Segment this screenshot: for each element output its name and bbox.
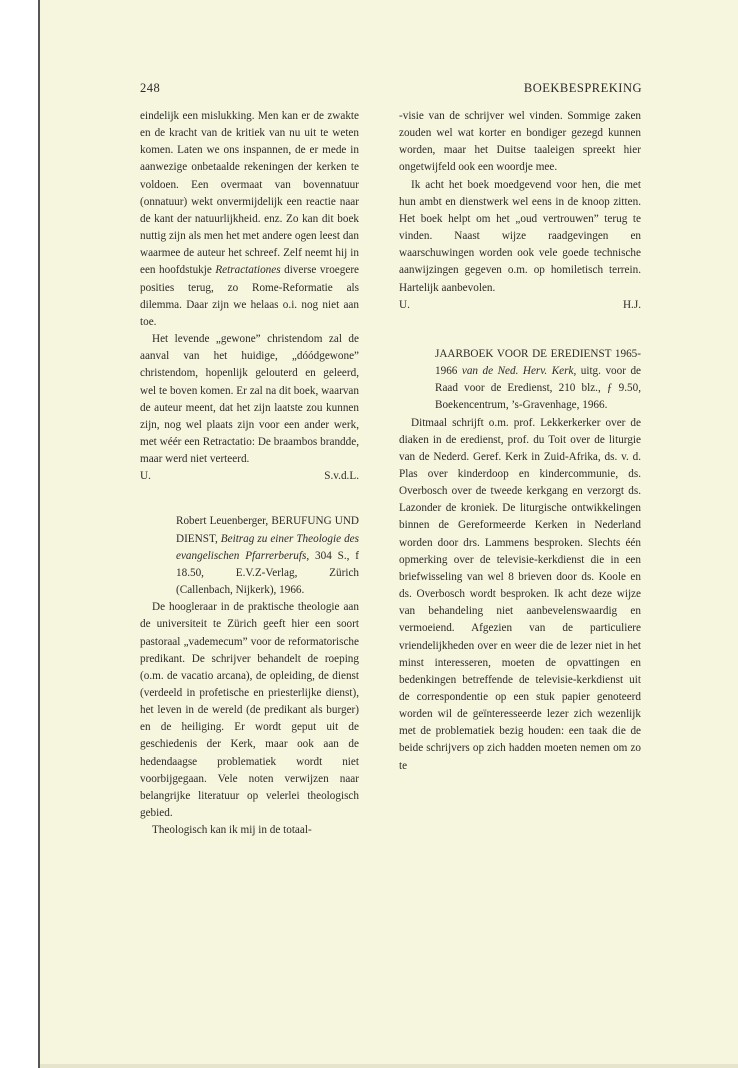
- right-column: [399, 108, 641, 775]
- review1-signature: [140, 468, 359, 485]
- page-number: 248: [140, 81, 161, 95]
- book-entry-berufung: Robert Leuenberger, BERUFUNG UND DIENST, Beitrag zu einer Theologie des evangelischen Pfarrerberufs, 304 S., f 18.50, E.V.Z-Verlag, Zürich (Callenbach, Nijkerk), 1966.: [176, 515, 360, 597]
- book-entry-jaarboek: JAARBOEK VOOR DE EREDIENST 1965-1966 van de Ned. Herv. Kerk, uitg. voor de Raad voor de Eredienst, 210 blz., ƒ 9.50, Boekencentrum, ’s-Gravenhage, 1966.: [435, 347, 642, 412]
- review1-paragraph: Het levende „gewone” christendom zal de aanval van het huidige, „dóódgewone” christendom, hopenlijk gelouterd en geleerd, wel te boven komen. Er zal na dit boek, waarvan de auteur meent, dat het zijn laatste zou kunnen zijn, nog wel plaats zijn voor een ander werk, met wéér een Retractatio: De braambos brandde, maar werd niet verteerd.: [140, 333, 359, 466]
- scan-margin: [0, 0, 38, 1068]
- review3-paragraph: Ditmaal schrijft o.m. prof. Lekkerkerker over de diaken in de eredienst, prof. du Toit over de liturgie van de Nederd. Geref. Kerk in Zuid-Afrika, ds. v. d. Plas over kinderdoop en kindercommunie, ds. Overbosch over de tweede kerkgang en verzorgt ds. Lazonder de kroniek. De liturgische ontwikkelingen binnen de Gereformeerde Kerken in Nederland worden door drs. Lammens besproken. Slechts één opmerking over de televisie-kerkdienst die in een briefwisseling van wel 8 brieven door ds. Koole en ds. Overbosch wordt besproken. Ik acht deze wijze van behandeling niet aanbevelenswaardig en vermoeiend. Afgezien van de particuliere vriendelijkheden over en weer die de lezer niet in het minst interesseren, moeten de opvattingen en bedenkingen betreffende de televisie-kerkdienst uit de correspondentie op een stuk papier genoteerd worden wil de geïnteresseerde lezer zich wezenlijk met de problematiek bezig houden: een taak die de beide schrijvers op zich hadden moeten nemen om zo te: [399, 416, 641, 772]
- review2-signature: [399, 297, 641, 314]
- review2-paragraph-2: Theologisch kan ik mij in de totaal-: [152, 824, 312, 837]
- review2-signature-location: U.: [399, 298, 410, 311]
- review2-paragraph-1: De hoogleraar in de praktische theologie aan de universiteit te Zürich geeft hier een soort pastoraal „vademecum” voor de reformatorische predikant. De schrijver behandelt de roeping (o.m. de vacatio arcana), de opleiding, de dienst (verdeeld in profetische en priesterlijke dienst), het leven in de wereld (de predikant als burger) en de heiliging. Er wordt geput uit de geschiedenis der Kerk, maar ook aan de hedendaagse problematiek wordt niet voorbijgegaan. Vele noten verwijzen naar belangrijke literatuur op velerlei theologisch gebied.: [140, 601, 359, 820]
- review2-continuation: -visie van de schrijver wel vinden. Sommige zaken zouden wel wat korter en bondiger gezegd kunnen worden, maar het Duitse taaleigen spreekt hier ongetwijfeld ook een woordje mee.: [399, 110, 641, 174]
- review2-paragraph-3: Ik acht het boek moedgevend voor hen, die met hun ambt en dienstwerk wel eens in de knoop zitten. Het boek helpt om het „oud vertrouwen” terug te vinden. Naast wijze raadgevingen en waarschuwingen worden ook vele goede technische aanwijzingen gegeven o.m. op homiletisch terrein. Hartelijk aanbevolen.: [399, 178, 641, 294]
- review1-continuation: eindelijk een mislukking. Men kan er de zwakte en de kracht van de kritiek van nu uit te weten komen. Laten we ons inspannen, de er mede in aanwezige onbetaalde rekeningen der kerken te voldoen. Een overmaat van bovennatuur (onnatuur) wekt onvermijdelijk een reactie naar de kant der natuurlijkheid. enz. Zo kan dit boek nuttig zijn als men het met andere ogen leest dan waarmee de auteur het schreef. Zelf neemt hij in een hoofdstukje Retractationes diverse vroegere posities terug, zo Rome-Reformatie als dilemma. Daar zijn we helaas o.i. nog niet aan toe.: [140, 110, 360, 328]
- review1-signature-initials: S.v.d.L.: [324, 470, 359, 483]
- running-title: BOEKBESPREKING: [523, 81, 642, 95]
- review1-signature-location: U.: [140, 470, 151, 483]
- page-edge-line: [38, 0, 40, 1068]
- left-column: [140, 108, 359, 839]
- review2-signature-initials: H.J.: [622, 298, 641, 311]
- page-bottom-edge: [40, 1064, 738, 1068]
